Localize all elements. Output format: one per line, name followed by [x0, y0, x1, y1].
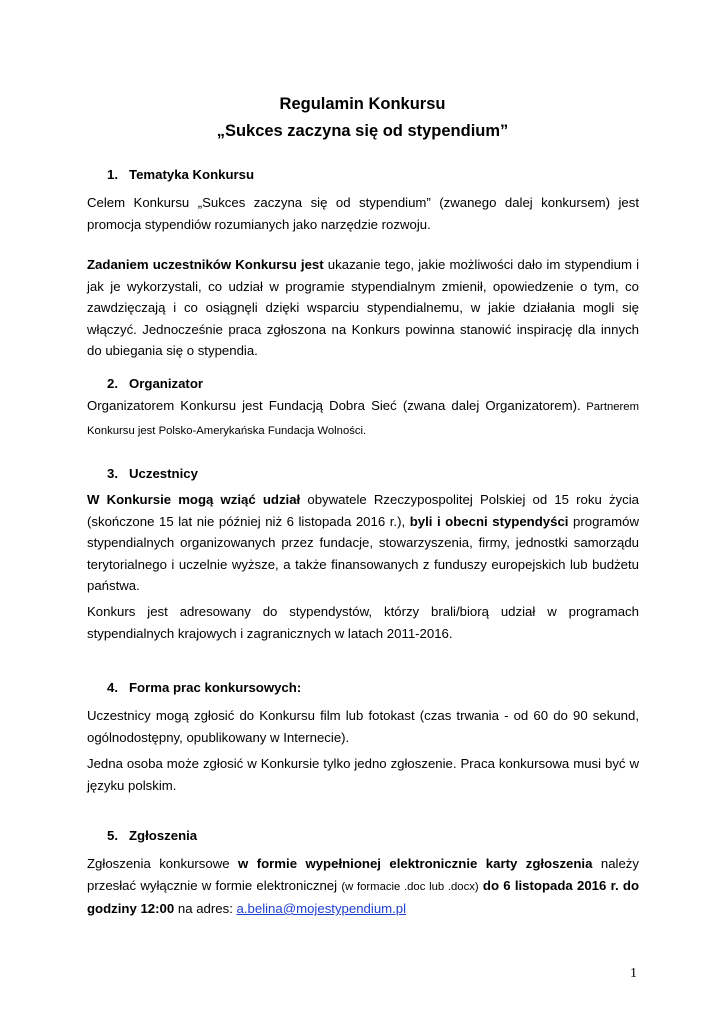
bold-phrase: w formie wypełnionej elektronicznie karty zgłoszenia [238, 856, 593, 871]
section-2-paragraph-1 [87, 395, 639, 442]
section-number: 1. [107, 167, 118, 182]
section-3-paragraph-2: Konkurs jest adresowany do stypendystów, którzy brali/biorą udział w programach stypendialnych krajowych i zagranicznych w latach 2011-2016. [87, 604, 639, 641]
section-3-heading [107, 465, 198, 483]
section-1-paragraph-2 [87, 254, 639, 362]
section-number: 5. [107, 828, 118, 843]
paragraph-small-text: (w formacie .doc lub .docx) [341, 880, 479, 893]
section-5-heading [107, 827, 197, 845]
section-2-heading [107, 375, 203, 393]
page-number: 1 [630, 966, 637, 981]
section-4-paragraph-1: Uczestnicy mogą zgłosić do Konkursu film lub fotokast (czas trwania - od 60 do 90 sekund, ogólnodostępny, opublikowany w Internecie). [87, 708, 639, 745]
paragraph-text: na adres: [174, 901, 237, 916]
section-number: 2. [107, 376, 118, 391]
paragraph-text: ukazanie tego, jakie możliwości dało im stypendium i jak je wykorzystali, co udział w programie stypendialnym zmienił, opowiedzenie o tym, co zawdzięczają i co osiągnęli dzięki wsparciu stypendialnemu, w jakie działania mogli się włączyć. Jednocześnie praca zgłoszona na Konkurs powinna stanowić inspirację dla innych do ubiegania się o stypendia. [87, 257, 639, 358]
section-title: Uczestnicy [129, 466, 198, 481]
section-title: Zgłoszenia [129, 828, 198, 843]
section-4-paragraph-2: Jedna osoba może zgłosić w Konkursie tylko jedno zgłoszenie. Praca konkursowa musi być w języku polskim. [87, 756, 639, 793]
bold-phrase: Zadaniem uczestników Konkursu jest [87, 257, 324, 272]
document-title: Regulamin Konkursu [279, 95, 446, 113]
paragraph-small-text: Partnerem Konkursu jest Polsko-Amerykańska Fundacja Wolności. [87, 401, 639, 437]
bold-phrase: W Konkursie mogą wziąć udział [87, 492, 301, 507]
paragraph-text: obywatele Rzeczypospolitej Polskiej od 15 roku życia (skończone 15 lat nie później niż 6 listopada 2016 r.), [87, 492, 639, 529]
section-1-heading [107, 166, 254, 184]
section-title: Forma prac konkursowych: [129, 680, 302, 695]
section-title: Organizator [129, 376, 204, 391]
paragraph-text: Zgłoszenia konkursowe [87, 856, 239, 871]
paragraph-text: należy przesłać wyłącznie w formie elektronicznej [87, 856, 639, 893]
bold-phrase: byli i obecni stypendyści [409, 513, 569, 529]
section-1-paragraph-1: Celem Konkursu „Sukces zaczyna się od stypendium” (zwanego dalej konkursem) jest promocja stypendiów rozumianych jako narzędzie rozwoju. [87, 195, 639, 232]
email-link[interactable]: a.belina@mojestypendium.pl [236, 901, 407, 916]
section-number: 4. [107, 680, 118, 695]
section-4-heading [107, 679, 301, 697]
section-number: 3. [107, 466, 118, 481]
section-5-paragraph-1 [87, 853, 639, 920]
section-3-paragraph-1 [87, 489, 639, 597]
document-subtitle: „Sukces zaczyna się od stypendium” [216, 122, 509, 140]
bold-phrase: do 6 listopada 2016 r. do godziny 12:00 [87, 877, 640, 916]
paragraph-text: programów stypendialnych organizowanych przez fundacje, stowarzyszenia, firmy, jednostki samorządu terytorialnego i uczelnie wyższe, a także finansowanych z funduszy europejskich lub budżetu państwa. [87, 513, 639, 593]
section-title: Tematyka Konkursu [129, 167, 255, 182]
paragraph-text: Organizatorem Konkursu jest Fundacją Dobra Sieć (zwana dalej Organizatorem). [87, 398, 581, 413]
